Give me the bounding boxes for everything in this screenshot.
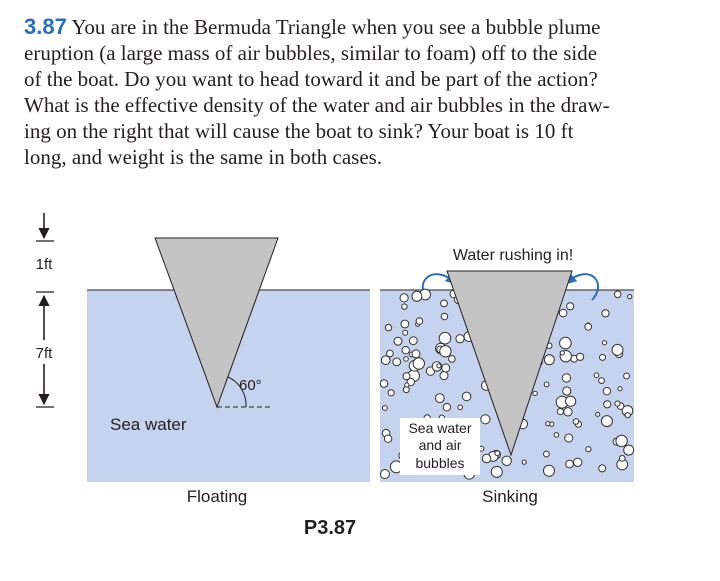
bubble: [557, 409, 563, 415]
fluid-label-line-1: Sea water: [408, 420, 472, 436]
bubble: [560, 337, 572, 349]
bubble: [442, 364, 450, 372]
bubble: [413, 358, 424, 369]
bubble: [566, 460, 574, 468]
bubble: [388, 390, 394, 396]
bubble: [602, 310, 609, 317]
bubble: [502, 456, 511, 465]
bubble: [522, 460, 526, 464]
problem-line-4: What is the effective density of the water and air bubbles in the draw-: [24, 93, 610, 117]
bubble: [614, 291, 621, 298]
bubble: [554, 433, 559, 438]
fluid-label-line-2: and air: [418, 437, 462, 453]
bubble: [402, 304, 407, 309]
bubble: [495, 451, 500, 456]
bubble: [565, 434, 573, 442]
sea-water-label-left: Sea water: [110, 415, 187, 434]
bubble: [409, 337, 417, 345]
water-rushing-in-label: Water rushing in!: [452, 247, 574, 264]
bubble: [380, 380, 388, 388]
bubble: [440, 346, 451, 357]
bubble: [481, 415, 490, 424]
bubble: [544, 382, 549, 387]
floating-panel: [87, 238, 370, 482]
bubble: [491, 466, 502, 477]
bubble: [458, 405, 463, 410]
bubble: [544, 355, 554, 365]
bubble: [383, 406, 388, 411]
fluid-label-line-3: bubbles: [415, 455, 465, 471]
bubble: [618, 387, 622, 391]
bubble: [567, 303, 574, 310]
bubble: [393, 358, 401, 366]
problem-line-3: of the boat. Do you want to head toward it and be part of the action?: [24, 67, 598, 91]
bubble: [456, 335, 464, 343]
bubble: [403, 330, 408, 335]
bubble: [599, 465, 606, 472]
bubble: [564, 408, 572, 416]
caption-floating: Floating: [186, 487, 248, 506]
bubble: [628, 295, 632, 299]
sinking-panel: [380, 247, 634, 482]
bubble: [394, 337, 402, 345]
bubble: [601, 416, 612, 427]
bubble: [404, 357, 409, 362]
bubble: [612, 344, 623, 355]
bubble: [562, 374, 570, 382]
bubble: [560, 351, 564, 355]
bubble: [559, 309, 567, 317]
dimension-markers: [36, 213, 54, 407]
bubble: [603, 388, 610, 395]
bubble: [544, 451, 550, 457]
bubble: [380, 470, 389, 479]
figure-label: P3.87: [303, 517, 357, 539]
bubble: [546, 422, 550, 426]
bubble: [441, 300, 448, 307]
bubble: [441, 313, 448, 320]
bubble: [401, 320, 409, 328]
bubble: [602, 341, 606, 345]
bubble: [615, 401, 620, 406]
bubble: [616, 435, 627, 446]
bubble: [600, 354, 606, 360]
bubble: [384, 435, 391, 442]
bubble: [443, 404, 450, 411]
angle-label: 60°: [239, 377, 262, 394]
problem-line-1: 3.87 You are in the Bermuda Triangle when you see a bubble plume: [24, 14, 601, 39]
bubble: [402, 347, 409, 354]
caption-sinking: Sinking: [482, 487, 538, 506]
bubble: [586, 447, 591, 452]
bubble: [412, 291, 422, 301]
bubble: [604, 401, 611, 408]
bubble: [585, 323, 592, 330]
bubble: [599, 378, 605, 384]
bubble: [412, 350, 420, 358]
dim-1ft-label: 1ft: [35, 256, 53, 273]
problem-line-5: ing on the right that will cause the boat to sink? Your boat is 10 ft: [24, 119, 574, 143]
bubble: [449, 356, 456, 363]
bubble: [574, 458, 582, 466]
bubble: [624, 445, 634, 455]
bubble: [405, 383, 409, 387]
bubble: [437, 364, 441, 368]
bubble: [400, 294, 408, 302]
bubble: [440, 372, 448, 380]
bubble: [439, 332, 451, 344]
problem-line-6: long, and weight is the same in both cases.: [24, 145, 383, 169]
bubble: [625, 413, 630, 418]
bubble: [462, 392, 471, 401]
problem-line-2: eruption (a large mass of air bubbles, similar to foam) off to the side: [24, 41, 598, 65]
bubble: [577, 353, 584, 360]
bubble: [533, 391, 537, 395]
dim-7ft-label: 7ft: [35, 345, 53, 362]
bubble: [435, 394, 444, 403]
bubble: [573, 419, 579, 425]
bubble: [619, 456, 625, 462]
bubble: [563, 387, 571, 395]
problem-number: 3.87: [24, 14, 67, 39]
bubble: [403, 373, 410, 380]
bubble: [416, 318, 423, 325]
bubble: [594, 373, 599, 378]
bubble: [385, 324, 391, 330]
bubble: [596, 412, 600, 416]
bubble: [566, 396, 576, 406]
bubble: [482, 454, 491, 463]
bubble: [381, 356, 390, 365]
bubble: [624, 373, 630, 379]
bubble: [544, 465, 555, 476]
